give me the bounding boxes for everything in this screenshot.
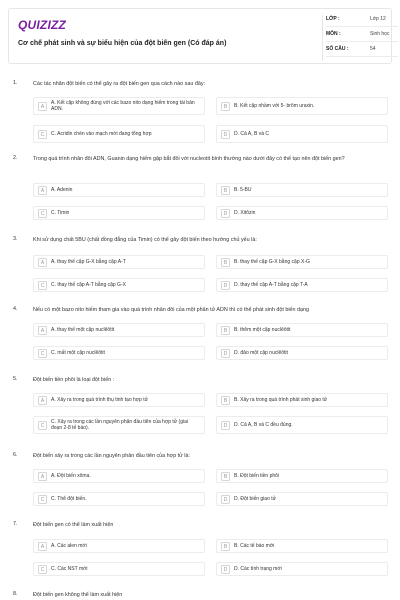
option-letter-badge: D xyxy=(221,130,230,139)
header-divider xyxy=(322,15,323,61)
option-text: C. Các NST mới xyxy=(51,565,88,572)
option-text: D. Đột biến giao tử xyxy=(234,495,276,502)
option-letter-badge: A xyxy=(38,186,47,195)
question-text: Trong quá trình nhân đôi ADN, Guanin dạng hiếm gặp bắt đôi với nucleotit bình thường nào dưới đây có thể tạo nên đột biến gen? xyxy=(33,156,345,162)
answer-option-b[interactable] xyxy=(216,469,388,483)
question-number: 1. xyxy=(13,80,18,86)
option-text: A. Adenin xyxy=(51,186,73,193)
question-4 xyxy=(8,306,392,368)
option-letter-badge: B xyxy=(221,542,230,551)
option-text: A. Kết cặp không đúng với các bazo nito dạng hiếm trong tái bản ADN. xyxy=(51,99,195,112)
worksheet-header xyxy=(8,8,392,64)
answer-option-a[interactable] xyxy=(33,323,205,337)
option-text: C. Timin xyxy=(51,209,70,216)
answer-option-c[interactable] xyxy=(33,206,205,220)
option-letter-badge: D xyxy=(221,349,230,358)
option-letter-badge: B xyxy=(221,102,230,111)
option-letter-badge: D xyxy=(221,565,230,574)
option-letter-badge: C xyxy=(38,495,47,504)
question-number: 5. xyxy=(13,376,18,382)
question-text: Đột biến gen có thể làm xuất hiện xyxy=(33,522,114,528)
option-text: D. Các tính trạng mới xyxy=(234,565,282,572)
option-text: B. thêm một cặp nuclêôtit xyxy=(234,326,291,333)
option-letter-badge: C xyxy=(38,565,47,574)
question-number: 7. xyxy=(13,521,18,527)
option-letter-badge: B xyxy=(221,258,230,267)
option-letter-badge: B xyxy=(221,326,230,335)
answer-option-d[interactable] xyxy=(216,206,388,220)
option-letter-badge: A xyxy=(38,472,47,481)
option-text: C. Acridin chèn vào mạch mới đang tổng hợp xyxy=(51,130,152,137)
page-title: Cơ chế phát sinh và sự biểu hiện của đột biến gen (Có đáp án) xyxy=(18,40,227,47)
meta-underline xyxy=(326,41,398,42)
option-letter-badge: A xyxy=(38,258,47,267)
option-text: A. Xảy ra trong quá trình thụ tinh tạo hợp tử xyxy=(51,396,148,403)
meta-value: Lớp 12 xyxy=(370,16,386,22)
meta-underline xyxy=(326,26,398,27)
option-letter-badge: A xyxy=(38,326,47,335)
answer-option-a[interactable] xyxy=(33,97,205,115)
answer-option-b[interactable] xyxy=(216,323,388,337)
option-text: A. Các alen mới xyxy=(51,542,87,549)
question-text: Các tác nhân đột biến có thể gây ra đột biến gen qua cách nào sau đây: xyxy=(33,81,206,87)
question-2 xyxy=(8,155,392,228)
option-letter-badge: C xyxy=(38,130,47,139)
answer-option-b[interactable] xyxy=(216,255,388,269)
answer-option-b[interactable] xyxy=(216,183,388,197)
option-text: A. thay thế cặp G-X bằng cặp A-T xyxy=(51,258,126,265)
meta-underline xyxy=(326,56,398,57)
answer-option-c[interactable] xyxy=(33,562,205,576)
option-letter-badge: C xyxy=(38,421,47,430)
meta-key: MÔN : xyxy=(326,31,341,37)
option-text: B. 5-BU xyxy=(234,186,252,193)
option-letter-badge: A xyxy=(38,102,47,111)
meta-value: Sinh học xyxy=(370,31,390,37)
quizizz-logo: QUIZIZZ xyxy=(18,18,67,32)
option-letter-badge: A xyxy=(38,542,47,551)
question-text: Đột biến xảy ra trong các lần nguyên phân đầu tiên của hợp tử là: xyxy=(33,453,190,459)
answer-option-d[interactable] xyxy=(216,562,388,576)
answer-option-c[interactable] xyxy=(33,346,205,360)
option-text: A. Đột biến xôma. xyxy=(51,472,91,479)
answer-option-c[interactable] xyxy=(33,278,205,292)
answer-option-b[interactable] xyxy=(216,393,388,407)
option-text: D. Cả A, B và C xyxy=(234,130,270,137)
question-text: Đột biến tiền phôi là loại đột biến : xyxy=(33,377,115,383)
option-text: B. Kết cặp nhầm với 5- brôm uraxin. xyxy=(234,102,315,109)
answer-option-a[interactable] xyxy=(33,393,205,407)
option-letter-badge: B xyxy=(221,186,230,195)
answer-option-b[interactable] xyxy=(216,97,388,115)
question-5 xyxy=(8,376,392,438)
question-number: 2. xyxy=(13,155,18,161)
question-number: 8. xyxy=(13,591,18,597)
option-text: B. Các tế bào mới xyxy=(234,542,275,549)
option-text: C. Thể đột biến. xyxy=(51,495,87,502)
question-text: Nếu có một bazo nito hiếm tham gia vào quá trình nhân đôi của một phân tử ADN thì có thể phát sinh đột biến dạng xyxy=(33,307,310,313)
option-text: C. mất một cặp nuclêôtit xyxy=(51,349,105,356)
option-text: D. Xitôzin xyxy=(234,209,256,216)
option-letter-badge: D xyxy=(221,209,230,218)
answer-option-c[interactable] xyxy=(33,125,205,143)
question-text: Khi sử dụng chất 5BU (chất đồng đẳng của Timin) có thể gây đột biến theo hướng chủ yếu là: xyxy=(33,237,257,243)
option-letter-badge: C xyxy=(38,209,47,218)
option-letter-badge: D xyxy=(221,421,230,430)
answer-option-d[interactable] xyxy=(216,278,388,292)
option-letter-badge: A xyxy=(38,396,47,405)
option-text: D. Cả A, B và C đều đúng. xyxy=(234,421,293,428)
answer-option-c[interactable] xyxy=(33,416,205,434)
question-number: 6. xyxy=(13,452,18,458)
answer-option-d[interactable] xyxy=(216,492,388,506)
option-text: B. Đột biến tiền phôi xyxy=(234,472,280,479)
question-number: 4. xyxy=(13,306,18,312)
question-3 xyxy=(8,236,392,300)
meta-key: LỚP : xyxy=(326,16,340,22)
option-letter-badge: D xyxy=(221,281,230,290)
option-text: B. Xảy ra trong quá trình phát sinh giao tử xyxy=(234,396,328,403)
meta-value: 54 xyxy=(370,46,376,52)
option-letter-badge: B xyxy=(221,472,230,481)
question-6 xyxy=(8,452,392,514)
answer-option-b[interactable] xyxy=(216,539,388,553)
option-text: C. thay thế cặp A-T bằng cặp G-X xyxy=(51,281,126,288)
option-text: A. thay thế một cặp nuclêôtit xyxy=(51,326,115,333)
answer-option-a[interactable] xyxy=(33,469,205,483)
option-text: D. đảo một cặp nuclêôtit xyxy=(234,349,288,356)
meta-key: SỐ CÂU : xyxy=(326,46,349,52)
answer-option-a[interactable] xyxy=(33,183,205,197)
question-7 xyxy=(8,521,392,584)
answer-option-a[interactable] xyxy=(33,539,205,553)
question-1 xyxy=(8,80,392,147)
option-text: D. thay thế cặp A-T bằng cặp T-A xyxy=(234,281,308,288)
answer-option-c[interactable] xyxy=(33,492,205,506)
question-8 xyxy=(8,591,392,600)
option-letter-badge: D xyxy=(221,495,230,504)
answer-option-a[interactable] xyxy=(33,255,205,269)
question-text: Đột biến gen không thể làm xuất hiện xyxy=(33,592,123,598)
option-letter-badge: C xyxy=(38,349,47,358)
option-letter-badge: C xyxy=(38,281,47,290)
answer-option-d[interactable] xyxy=(216,346,388,360)
answer-option-d[interactable] xyxy=(216,125,388,143)
answer-option-d[interactable] xyxy=(216,416,388,434)
option-letter-badge: B xyxy=(221,396,230,405)
option-text: C. Xảy ra trong các lần nguyên phân đầu tiên của hợp tử (giai đoạn 2-8 tế bào). xyxy=(51,418,188,431)
option-text: B. thay thế cặp G-X bằng cặp X-G xyxy=(234,258,310,265)
question-number: 3. xyxy=(13,236,18,242)
